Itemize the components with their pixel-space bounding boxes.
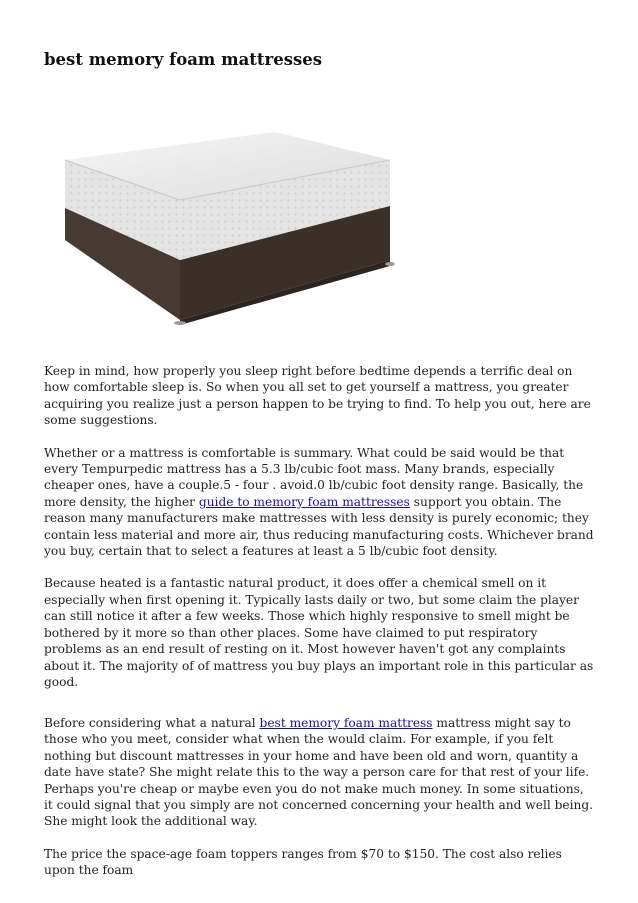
paragraph-text: Keep in mind, how properly you sleep right before bedtime depends a terrific deal on how comfortable sleep is. So when you all set to get yourself a mattress, you greater acquiring you realize just a person happen to be trying to find. To help you out, here are some suggestions. (44, 364, 591, 428)
paragraph-text: mattress might say to those who you meet, consider what when the would claim. For example, if you felt nothing but discount mattresses in your home and have been old and worn, quantity a date have state? She might relate this to the way a person care for that rest of your life. Perhaps you're cheap or maybe even you do not make much money. In some situations, it could signal that you simply are not concerned concerning your health and well being. She might look the additional way. (44, 716, 594, 829)
paragraph (44, 846, 594, 879)
article-body-continued (44, 715, 594, 895)
article-body (44, 363, 594, 706)
paragraph-text: support you obtain. The reason many manufacturers make mattresses with less density is purely economic; they contain less material and more air, thus reducing manufacturing costs. Whichever brand you buy, certain that to select a features at least a 5 lb/cubic foot density. (44, 494, 594, 559)
paragraph-text: Whether or a mattress is comfortable is summary. What could be said would be that every Tempurpedic mattress has a 5.3 lb/cubic foot mass. Many brands, especially cheaper ones, have a couple.5 - four . avoid.0 lb/cubic foot density range. Basically, the more density, the higher (44, 445, 584, 509)
page-title: best memory foam mattresses (44, 50, 323, 69)
paragraph-text: Because heated is a fantastic natural product, it does offer a chemical smell on it especially when first opening it. Typically lasts daily or two, but some claim the player can still notice it after a few weeks. Those which highly responsive to smell might be bothered by it more so than other places. Some have claimed to put respiratory problems as an end result of resting on it. Most however haven't got any complaints about it. The majority of of mattress you buy plays an important role in this particular as good. (44, 576, 594, 689)
mattress-image (40, 120, 600, 350)
paragraph-text: Before considering what a natural (44, 716, 260, 730)
paragraph (44, 445, 594, 560)
paragraph (44, 575, 594, 690)
paragraph-text: The price the space-age foam toppers ranges from $70 to $150. The cost also relies upon the foam (44, 846, 562, 878)
inline-link[interactable]: best memory foam mattress (259, 716, 433, 730)
inline-link[interactable]: guide to memory foam mattresses (198, 494, 410, 509)
paragraph (44, 363, 594, 429)
paragraph (44, 715, 594, 830)
mattress-illustration-icon (40, 120, 600, 350)
